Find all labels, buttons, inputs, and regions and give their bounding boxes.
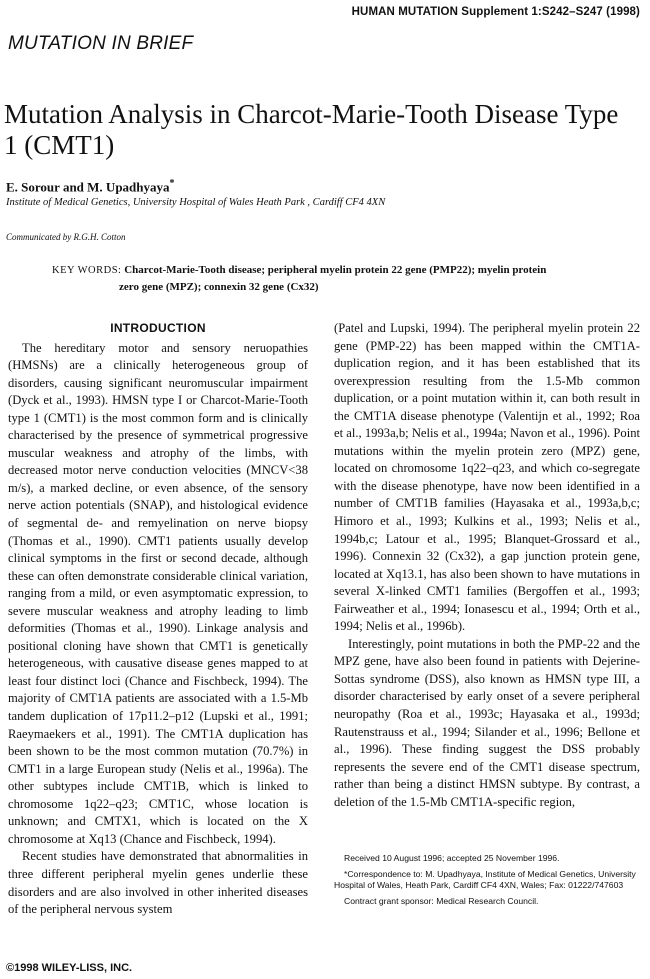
running-head: HUMAN MUTATION Supplement 1:S242–S247 (1998) <box>351 6 640 18</box>
communicated-by: Communicated by R.G.H. Cotton <box>6 232 126 242</box>
paragraph: The hereditary motor and sensory neruopathies (HMSNs) are a clinically heterogeneous group of disorders, causing significant neuromuscular impairment (Dyck et al., 1993). HMSN type I or Charcot-Marie-Tooth type 1 (CMT1) is the most common form and is clinically characterised by the presence of symmetrical progressive muscular weakness and atrophy of the limbs, with decreased motor nerve conduction velocities (MNCV<38 m/s), a marked decline, or even absence, of the sensory nerve action potentials (SNAP), and histological evidence of segmental de- and remyelination on nerve biopsy (Thomas et al., 1990). CMT1 patients usually develop clinical symptoms in the first or second decade, although these can often demonstrate considerable clinical variation, ranging from a mild, or even asymptomatic expression, to severe muscular weakness and atrophy leading to limb deformities (Thomas et al., 1990). Linkage analysis and positional cloning have shown that CMT1 is genetically heterogeneous, with causative disease genes mapped to at least four distinct loci (Chance and Fischbeck, 1994). The majority of CMT1A patients are associated with a 1.5-Mb tandem duplication of 17p11.2–p12 (Lupski et al., 1991; Raeymaekers et al., 1991). The CMT1A duplication has been shown to be the most common mutation (70.7%) in CMT1 in a large European study (Nelis et al., 1996a). The other subtypes include CMT1B, which is linked to chromosome 1q22–q23; CMT1C, whose location is unknown; and CMTX1, which is located on the X chromosome at Xq13 (Chance and Fischbeck, 1994). <box>8 340 308 846</box>
author-line <box>6 178 175 195</box>
authors: E. Sorour and M. Upadhyaya <box>6 179 170 195</box>
keywords-line-2: zero gene (MPZ); connexin 32 gene (Cx32) <box>119 281 319 293</box>
keywords <box>52 262 612 295</box>
paragraph: (Patel and Lupski, 1994). The peripheral myelin protein 22 gene (PMP-22) has been mapped within the CMT1A-duplication region, and it has been established that its overexpression resulting from the 1.5-Mb common duplication, or a point mutation within it, can both result in the CMT1A disease phenotype (Valentijn et al., 1992; Roa et al., 1993a,b; Nelis et al., 1994a; Navon et al., 1996). Point mutations within the myelin protein zero (MPZ) gene, located on chromosome 1q22–q23, and which co-segregate with the disease phenotype, have now been identified in a number of CMT1B families (Hayasaka et al., 1993a,b,c; Himoro et al., 1993; Kulkins et al., 1993; Nelis et al., 1994b,c; Latour et al., 1995; Blanquet-Grossard et al., 1996). Connexin 32 (Cx32), a gap junction protein gene, located at Xq13.1, has also been shown to have mutations in several X-linked CMT1 families (Bergoffen et al., 1993; Fairweather et al., 1994; Ionasescu et al., 1994; Orth et al., 1994; Nelis et al., 1996b). <box>334 321 640 634</box>
left-column <box>8 320 308 919</box>
sponsor-note: Contract grant sponsor: Medical Research Council. <box>344 896 539 906</box>
received-note: Received 10 August 1996; accepted 25 November 1996. <box>344 853 560 863</box>
paragraph: Interestingly, point mutations in both the PMP-22 and the MPZ gene, have also been found in patients with Dejerine-Sottas syndrome (DSS), also known as HMSN type III, a disorder characterised by early onset of a severe peripheral neuropathy (Roa et al., 1993c; Hayasaka et al., 1993d; Rautenstrauss et al., 1994; Silander et al., 1996; Bellone et al., 1996). These finding suggest the DSS probably represents the severe end of the CMT1 disease spectrum, rather than being a distinct HMSN subtype. By contrast, a deletion of the 1.5-Mb CMT1A-specific region, <box>334 636 640 809</box>
keywords-line-1: Charcot-Marie-Tooth disease; peripheral myelin protein 22 gene (PMP22); myelin protein <box>124 264 547 276</box>
right-column <box>334 320 640 811</box>
author-footnote-mark: * <box>169 178 175 189</box>
affiliation: Institute of Medical Genetics, University Hospital of Wales Heath Park , Cardiff CF4 4XN <box>6 197 386 208</box>
footnotes <box>334 853 640 912</box>
keywords-label: KEY WORDS: <box>52 265 122 276</box>
introduction-heading: INTRODUCTION <box>110 321 206 335</box>
correspondence-note: *Correspondence to: M. Upadhyaya, Institute of Medical Genetics, University Hospital of Wales, Heath Park, Cardiff CF4 4XN, Wales; Fax: 01222/747603 <box>334 869 636 890</box>
article-title: Mutation Analysis in Charcot-Marie-Tooth Disease Type 1 (CMT1) <box>4 99 619 160</box>
copyright: ©1998 WILEY-LISS, INC. <box>6 962 133 974</box>
paragraph: Recent studies have demonstrated that abnormalities in three different peripheral myelin genes underlie these disorders and are also involved in other inherited diseases of the peripheral nervous system <box>8 849 308 917</box>
section-label: MUTATION IN BRIEF <box>8 33 194 54</box>
